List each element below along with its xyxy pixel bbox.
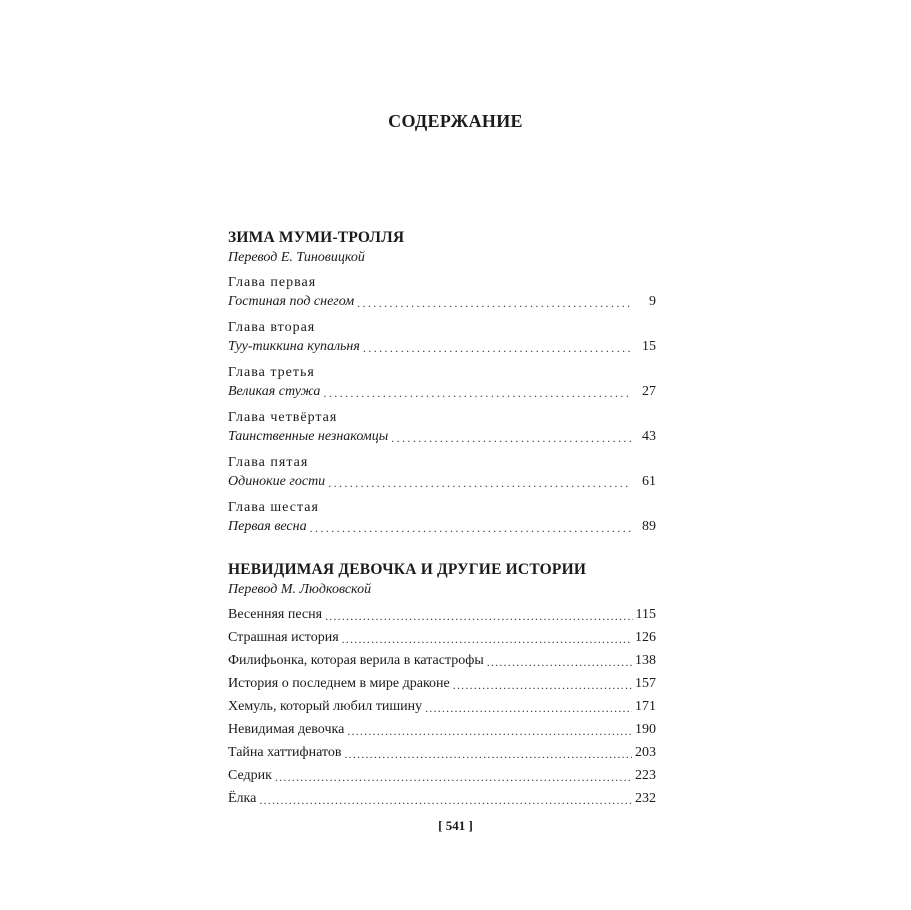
story-title: Филифьонка, которая верила в катастрофы <box>228 653 484 668</box>
chapter-label: Глава первая <box>228 275 317 290</box>
chapter-label: Глава третья <box>228 365 315 380</box>
page-number: 89 <box>642 519 656 534</box>
leader-dots <box>328 476 631 490</box>
chapter-label: Глава пятая <box>228 455 309 470</box>
leader-dots <box>323 386 631 400</box>
story-title: Страшная история <box>228 630 339 645</box>
toc-entry <box>228 695 656 715</box>
chapter-label: Глава шестая <box>228 500 319 515</box>
translator-credit: Перевод Е. Тиновицкой <box>228 250 365 265</box>
story-title: Тайна хаттифнатов <box>228 745 342 760</box>
page-number: 126 <box>635 630 656 645</box>
section-title: НЕВИДИМАЯ ДЕВОЧКА И ДРУГИЕ ИСТОРИИ <box>228 561 587 578</box>
toc-entry <box>228 649 656 669</box>
page-number: 190 <box>635 722 656 737</box>
folio-page-number: [ 541 ] <box>438 818 473 833</box>
chapter-title: Великая стужа <box>228 384 321 399</box>
toc-entry <box>228 764 656 784</box>
page-number: 223 <box>635 768 656 783</box>
toc-entry <box>228 741 656 761</box>
page-number: 157 <box>635 676 656 691</box>
page-number: 171 <box>635 699 656 714</box>
chapter-title: Первая весна <box>228 519 307 534</box>
translator-credit: Перевод М. Людковской <box>228 582 372 597</box>
story-title: Невидимая девочка <box>228 722 345 737</box>
leader-dots <box>391 431 631 445</box>
leader-dots <box>363 341 631 355</box>
story-title: Ёлка <box>228 791 257 806</box>
leader-dots <box>275 770 632 784</box>
page-number: 43 <box>642 429 656 444</box>
chapter-title: Туу-тиккина купальня <box>228 339 360 354</box>
leader-dots <box>487 655 632 669</box>
toc-entry <box>228 470 656 490</box>
page-title: СОДЕРЖАНИЕ <box>388 111 523 131</box>
toc-entry <box>228 515 656 535</box>
page-number: 203 <box>635 745 656 760</box>
leader-dots <box>425 701 632 715</box>
toc-entry <box>228 290 656 310</box>
chapter-label: Глава четвёртая <box>228 410 338 425</box>
page-number: 115 <box>635 607 656 622</box>
leader-dots <box>259 793 632 807</box>
leader-dots <box>453 678 632 692</box>
leader-dots <box>342 632 632 646</box>
toc-entry <box>228 626 656 646</box>
toc-entry <box>228 335 656 355</box>
story-title: Седрик <box>228 768 272 783</box>
leader-dots <box>325 609 632 623</box>
toc-entry <box>228 425 656 445</box>
toc-entry <box>228 603 656 623</box>
chapter-title: Гостиная под снегом <box>228 294 355 309</box>
toc-entry <box>228 672 656 692</box>
page-number: 61 <box>642 474 656 489</box>
chapter-label: Глава вторая <box>228 320 316 335</box>
leader-dots <box>310 521 631 535</box>
page-number: 9 <box>649 294 656 309</box>
leader-dots <box>347 724 632 738</box>
page-number: 15 <box>642 339 656 354</box>
story-title: История о последнем в мире драконе <box>228 676 450 691</box>
story-title: Весенняя песня <box>228 607 323 622</box>
page-number: 27 <box>642 384 656 399</box>
toc-entry <box>228 718 656 738</box>
chapter-title: Одинокие гости <box>228 474 326 489</box>
leader-dots <box>344 747 632 761</box>
section-title: ЗИМА МУМИ-ТРОЛЛЯ <box>228 229 405 246</box>
toc-entry <box>228 380 656 400</box>
story-title: Хемуль, который любил тишину <box>228 699 423 714</box>
toc-entry <box>228 787 656 807</box>
leader-dots <box>357 296 631 310</box>
page-number: 138 <box>635 653 656 668</box>
page-number: 232 <box>635 791 656 806</box>
chapter-title: Таинственные незнакомцы <box>228 429 389 444</box>
